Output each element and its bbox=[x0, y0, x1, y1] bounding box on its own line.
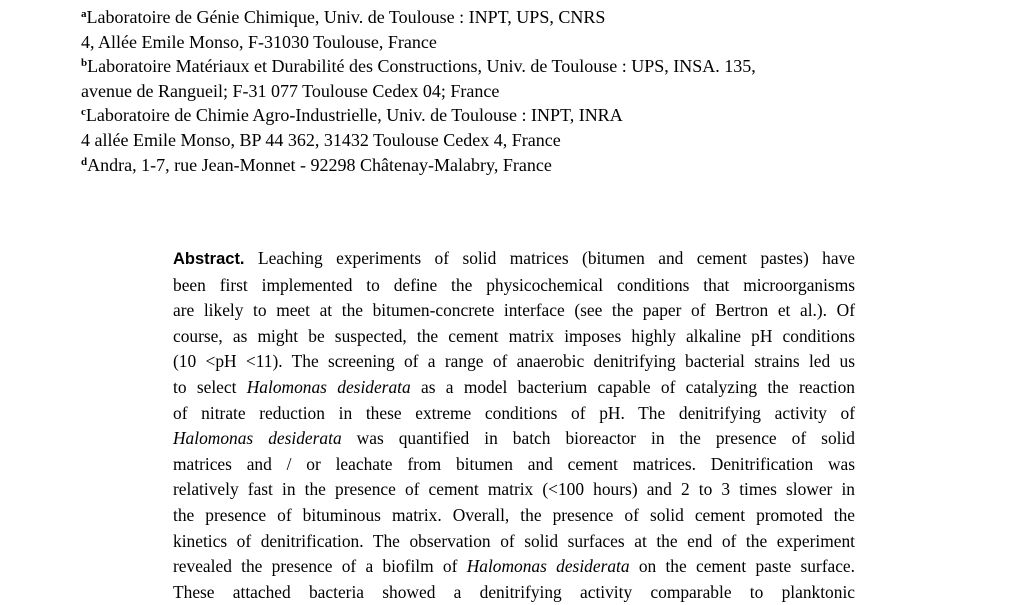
abstract-text: on the cement paste surface. bbox=[629, 556, 855, 577]
affiliation-line bbox=[81, 153, 981, 178]
abstract-line bbox=[173, 298, 855, 324]
abstract-text: (10 <pH <11). The screening of a range of anaerobic denitrifying bacterial strains led us bbox=[173, 351, 855, 372]
abstract-text: relatively fast in the presence of cement matrix (<100 hours) and 2 to 3 times slower in bbox=[173, 479, 855, 500]
affiliation-line bbox=[81, 103, 981, 128]
abstract-text: been first implemented to define the physicochemical conditions that microorganisms bbox=[173, 274, 855, 295]
abstract-text: revealed the presence of a biofilm of bbox=[173, 556, 467, 577]
affiliation-text: Andra, 1-7, rue Jean-Monnet - 92298 Châtenay-Malabry, France bbox=[87, 154, 552, 175]
abstract-line bbox=[173, 324, 855, 350]
abstract-line bbox=[173, 273, 855, 299]
abstract-line bbox=[173, 477, 855, 503]
affiliation-line bbox=[81, 30, 981, 55]
affiliation-line bbox=[81, 5, 981, 30]
abstract-line bbox=[173, 401, 855, 427]
abstract-label: Abstract. bbox=[173, 250, 245, 268]
affiliation-line bbox=[81, 54, 981, 79]
affiliation-marker: a bbox=[81, 8, 87, 20]
affiliations-block bbox=[81, 5, 981, 177]
affiliation-marker: b bbox=[81, 57, 88, 70]
species-name: Halomonas desiderata bbox=[246, 376, 411, 397]
affiliation-text: avenue de Rangueil; F-31 077 Toulouse Cedex 04; France bbox=[81, 80, 500, 101]
abstract-line bbox=[173, 503, 855, 529]
abstract-text: to select bbox=[173, 376, 247, 397]
abstract-text: kinetics of denitrification. The observation of solid surfaces at the end of the experiment bbox=[173, 530, 855, 551]
abstract-line bbox=[173, 375, 855, 401]
abstract-text: course, as might be suspected, the cement matrix imposes highly alkaline pH conditions bbox=[173, 325, 855, 346]
abstract-line bbox=[173, 349, 855, 375]
affiliation-text: 4 allée Emile Monso, BP 44 362, 31432 Toulouse Cedex 4, France bbox=[81, 129, 561, 150]
affiliation-text: Laboratoire de Génie Chimique, Univ. de Toulouse : INPT, UPS, CNRS bbox=[86, 7, 606, 27]
abstract-text: the presence of bituminous matrix. Overall, the presence of solid cement promoted the bbox=[173, 504, 855, 525]
affiliation-text: 4, Allée Emile Monso, F-31030 Toulouse, France bbox=[81, 31, 437, 52]
species-name: Halomonas desiderata bbox=[466, 556, 630, 577]
abstract-text: are likely to meet at the bitumen-concrete interface (see the paper of Bertron et al.). Of bbox=[173, 300, 855, 321]
abstract-line bbox=[173, 529, 855, 555]
affiliation-marker: d bbox=[81, 155, 88, 168]
abstract-block bbox=[173, 246, 855, 605]
abstract-line bbox=[173, 246, 855, 273]
abstract-text: was quantified in batch bioreactor in the presence of solid bbox=[341, 428, 855, 449]
abstract-text: matrices and / or leachate from bitumen and cement matrices. Denitrification was bbox=[173, 453, 855, 474]
affiliation-marker: c bbox=[81, 106, 86, 119]
abstract-line bbox=[173, 452, 855, 478]
species-name: Halomonas desiderata bbox=[173, 428, 342, 449]
abstract-text: These attached bacteria showed a denitrifying activity comparable to planktonic bbox=[173, 581, 855, 602]
affiliation-line bbox=[81, 128, 981, 153]
affiliation-text: Laboratoire Matériaux et Durabilité des Constructions, Univ. de Toulouse : UPS, INSA. 135, bbox=[87, 56, 756, 77]
abstract-text: Leaching experiments of solid matrices (bitumen and cement pastes) have bbox=[244, 248, 855, 268]
abstract-text: of nitrate reduction in these extreme conditions of pH. The denitrifying activity of bbox=[173, 402, 855, 423]
affiliation-line bbox=[81, 79, 981, 104]
abstract-line bbox=[173, 426, 855, 452]
affiliation-text: Laboratoire de Chimie Agro-Industrielle, Univ. de Toulouse : INPT, INRA bbox=[85, 105, 623, 126]
abstract-line bbox=[173, 554, 855, 580]
abstract-line bbox=[173, 580, 855, 605]
abstract-text: as a model bacterium capable of catalyzing the reaction bbox=[410, 376, 856, 397]
